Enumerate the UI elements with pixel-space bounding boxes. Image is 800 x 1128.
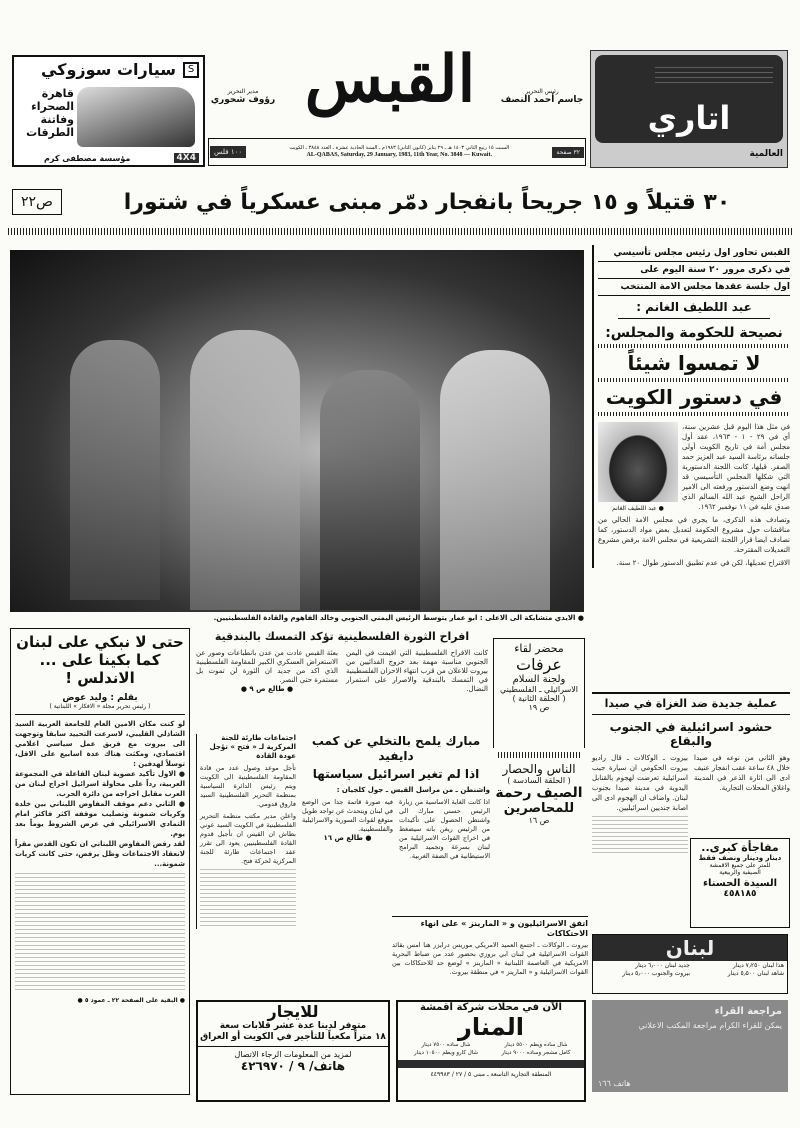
editor-in-chief-name: جاسم أحمد النصف: [500, 95, 584, 105]
suzuki-4x4-badge: 4X4: [174, 153, 199, 163]
fatah-headline: اجتماعات طارئة للجنة المركزية لـ « فتح » تؤجل عودة القادة: [209, 734, 296, 760]
notice-title: مراجعة القراء: [714, 1006, 782, 1017]
atari-footer: العالمية: [749, 149, 783, 159]
suzuki-logo-icon: S: [183, 62, 199, 78]
price-badge: ١٠٠ فلس: [210, 146, 246, 158]
arafat-line: ولجنة السلام: [512, 674, 566, 685]
pages-badge: ٣٢ صفحة: [552, 147, 584, 158]
people-page-ref[interactable]: ص ١٦: [528, 816, 550, 825]
manar-top: الآن في محلات شركة أقمشة: [420, 1002, 562, 1013]
arafat-box: [493, 638, 585, 748]
lebanon-ad: [592, 934, 788, 994]
divider: [8, 228, 792, 235]
atari-brand: اتاري: [647, 99, 731, 137]
editor-in-chief: [500, 88, 584, 105]
saida-story: [592, 692, 790, 856]
andalus-point-3: لقد رفض المفاوض اللبناني ان تكون القدس مقراً لانعقاد الاجتماعات وظل يرفض، حتى كانت كريات شمونة...: [15, 840, 185, 868]
surprise-line: الصيفية والربيعية: [719, 869, 761, 876]
arafat-page-ref[interactable]: ص ١٩: [528, 703, 550, 712]
people-line: الناس والحصار: [502, 762, 576, 776]
kuwait-headline-1: نصيحة للحكومة والمجلس:: [605, 325, 783, 341]
continued-note: ● البقية على الصفحة ٢٢ ـ عمود ٥ ●: [77, 997, 185, 1004]
lead-photo: [10, 250, 584, 612]
kuwait-story: [592, 245, 790, 568]
lebanon-row: جديد لبنان ٦٫٠٠٠ دينار: [635, 962, 690, 969]
afrah-body-2: بعثة القبس عادت من عدن بانطباعات وصور عن الاستعراض العسكري الكبير للمقاومة الفلسطينية الذي اكد من جديد ان الثورة لن تموت بل مستمرة حتى النصر.: [196, 649, 338, 684]
kuwait-body-3: الاقتراح تعديلها، لكن في عدم تطبيق الدستور طوال ٢٠ سنة.: [616, 559, 790, 567]
notice-footer: هاتف ١٦٦: [598, 1079, 631, 1088]
ijar-line: متوفر لدينا عدة عشر قلابات سعة: [219, 1021, 367, 1031]
people-box: [493, 762, 585, 862]
people-line: للمحاصرين: [503, 801, 575, 816]
arafat-line: الاسرائيلي ـ الفلسطيني: [499, 685, 579, 694]
byline: بقلم : وليد عوض: [62, 693, 138, 703]
atari-ad: [590, 50, 788, 168]
mubarak-headline-1: مبارك يلمح بالتخلي عن كمب دايفيد: [311, 734, 481, 763]
saida-headline-2: حشود اسرائيلية في الجنوب والبقاع: [609, 720, 773, 748]
suzuki-line: وفاتنة: [40, 113, 74, 126]
fatah-body-2: واعلن مدير مكتب منظمة التحرير الفلسطينية في الكويت السيد عوني بطاش ان القيس ان تأجيل قدوم القادة الفلسطينيين يعود الى تقرر عقد اجتماعات طارئة للجنة المركزية لحركة فتح.: [200, 812, 296, 865]
afrah-body: كانت الافراح الفلسطينية التي اقيمت في اليمن الجنوبي مناسبة مهمة بعد خروج الفدائيين من بيروت للاعلان من قرب انتهاء الاحزان الفلسطينية في التمسك بالبندقية والاصرار على استمرار النضال.: [346, 649, 488, 693]
suzuki-ad: [12, 55, 205, 167]
mubarak-story: [302, 734, 490, 861]
people-part: ( الحلقة السادسة ): [507, 776, 571, 785]
lebanon-title: لبنان: [593, 935, 787, 961]
suzuki-line: الصحراء: [31, 100, 74, 113]
interviewee-name: عبد اللطيف الغانم :: [618, 296, 770, 319]
fatah-story: [196, 734, 296, 929]
byline-role: ( رئيس تحرير مجلة « الافكار » اللبنانية ): [15, 703, 185, 715]
mubarak-body-2: فيه صورة قاتمة جدا من الوضع في لبنان ويتحدث عن تواجد طويل متوقع لقوات السورية والاسرائيلية والفلسطينية.: [302, 798, 393, 833]
afrah-headline: افراح الثورة الفلسطينية تؤكد التمسك بالبندقية: [214, 630, 470, 643]
ijar-ad: [196, 1000, 390, 1102]
manar-price: شال ساده ٧٥٠٠ دينار: [421, 1042, 471, 1048]
managing-editor-name: رؤوف شحوري: [210, 95, 276, 105]
andalus-column: [10, 628, 190, 1095]
surprise-phone: ٤٥٨١٨٥: [723, 889, 757, 899]
marines-body: بيروت ـ الوكالات ـ اجتمع العميد الامريكي موريس درايزر هنا امس بقائد القوات الاسرائيلية في لبنان ابي بروزي بحضور عدد من ضباط البحرية الامريكية في العاصمة اللبنانية « المارينز » لوضع حد للاحتكاكات بين القوات الاسرائيلية و « المارينز » في منطقة بيروت.: [392, 941, 588, 976]
kuwait-headline-3: في دستور الكويت: [605, 385, 783, 409]
fatah-body: تأجل موعد وصول عدد من قادة المقاومة الفلسطينية الى الكويت ويتم رئيس الدائرة السياسية بمنظمة التحرير الفلسطينية السيد فاروق قدومي.: [200, 764, 296, 808]
ijar-contact: لمزيد من المعلومات الرجاء الاتصال: [234, 1050, 352, 1059]
surprise-ad: [690, 838, 790, 928]
kuwait-body: في مثل هذا اليوم قبل عشرين سنة، أي في ٢٩ - ١ - ١٩٦٣، عقد أول مجلس أمة في تاريخ الكويت أولى جلساته برئاسة السيد عبد العزيز حمد الصقر. قبلها، كانت اللجنة الدستورية التي شكلها المجلس التأسيسي قد انهت وضع الدستور ورفعته الى الامير الراحل الشيخ عبد الله السالم الذي صدق عليه في ١١ نوفمبر ١٩٦٢.: [682, 423, 791, 511]
lead-headline: ٣٠ قتيلاً و ١٥ جريحاً بانفجار دمّر مبنى عسكرياً في شتورا: [123, 189, 731, 215]
ijar-line: ١٨ متراً مكعباً للتأجير في الكويت أو العراق: [198, 1032, 388, 1047]
saida-body: بيروت ـ الوكالات ـ قال راديو بيروت الحكومي ان سيارة جيب اسرائيلية تعرضت لهجوم بالقنابل اليدوية في مدينة صيدا بجنوب لبنان. واضاف ان الهجوم ادى الى اصابة جنديين اسرائيليين.: [592, 754, 688, 812]
afrah-story: [196, 630, 488, 694]
masthead-logo: القبس: [304, 42, 476, 117]
lebanon-row: شاهد لبنان ٥٫٥٠٠ دينار: [727, 970, 784, 977]
surprise-shop: السيدة الحسناء: [702, 878, 778, 889]
kicker: القبس تحاور اول رئيس مجلس تأسيسي: [598, 245, 790, 262]
marines-headline: اتفق الاسرائيليون و « المارينز » على انهاء الاحتكاكات: [420, 919, 588, 938]
saida-headline-1: عملية جديدة ضد الغزاة في صيدا: [592, 697, 790, 715]
mubarak-body: اذا كانت الغاية الاساسية من زيارة الرئيس حسني مبارك الى واشنطن الحصول على تأكيدات من الرئيس ريغن بانه سيضغط في اخراج القوات الاسرائيلية من لبنان بسرعة وتجميد البرامج الاستيطانية في الضفة الغربية.: [399, 798, 490, 860]
kicker: في ذكرى مرور ٢٠ سنة اليوم على: [598, 262, 790, 279]
andalus-headline-1: حتى لا نبكي على لبنان: [16, 633, 184, 651]
suzuki-line: الطرقات: [26, 126, 74, 139]
ghanim-photo: [598, 422, 678, 502]
afrah-continued-link[interactable]: ● طالع ص ٩ ●: [240, 685, 294, 693]
suzuki-jeep-image: [77, 87, 195, 147]
andalus-body: لو كنت مكان الامين العام للجامعة العربية السيد الشاذلي القليبي، لاسرعت التحييد سابقا وتوجهت الى بيروت مع فريق عمل سياسي اعلامي اقتصادي، ومكثت هناك عدة اسابيع على الاقل، توسلاً لهدفين :: [15, 720, 185, 768]
manar-name: المنار: [458, 1013, 524, 1041]
andalus-point-2: ● الثاني دعم موقف المفاوض اللبناني بين خلدة وكريات شمونة وتصليب موقفه اكثر فاكثر امام التمادي الاسرائيلي في عرض الشروط يوماً بعد يوم.: [15, 800, 185, 838]
readers-notice: [592, 1000, 788, 1092]
managing-editor-label: مدير التحرير: [227, 88, 259, 95]
lebanon-row: بيروت والجنوب ٥٫٠٠٠ دينار: [622, 970, 690, 977]
suzuki-line: قاهرة: [41, 87, 74, 100]
date-bar: [208, 138, 586, 166]
kuwait-headline-2: لا تمسوا شيئاً: [627, 351, 761, 375]
date-arabic: السبت ١٥ ربيع الثاني ١٤٠٣ هـ ـ ٢٩ يناير (كانون الثاني) ١٩٨٣م ـ السنة الحادية عشرة ـ العدد ٣٨٤٨ ـ الكويت: [289, 145, 510, 151]
mubarak-continued-link[interactable]: ● طالع ص ١٦: [323, 834, 372, 842]
editor-in-chief-label: رئيس التحرير: [525, 88, 559, 95]
arafat-part: ( الحلقة الثانية ): [512, 694, 566, 703]
mubarak-headline-2: اذا لم تغير اسرائيل سياستها: [312, 767, 480, 781]
photo-caption: ● الايدي متشابكة الى الاعلى : ابو عمار يتوسط الرئيس اليمني الجنوبي وخالد الفاهوم والقادة الفلسطينيين.: [213, 614, 584, 622]
lead-page-ref[interactable]: ص٢٢: [12, 189, 62, 215]
kicker: اول جلسة عقدها مجلس الامة المنتخب: [598, 279, 790, 296]
andalus-headline-2: كما بكينا على ... الاندلس !: [39, 651, 161, 687]
suzuki-title: سيارات سوزوكي: [40, 60, 176, 79]
lead-headline-bar: [8, 178, 792, 226]
people-line: الصيف رحمة: [495, 785, 583, 801]
andalus-point-1: ● الاول تأكيد عضوية لبنان الفاعلة في المجموعة العربية، رداً على محاولة اسرائيل اخراج لبنان من العرب مقابل اخراجه من دائرة الحرب.: [15, 770, 185, 798]
surprise-line: دينار ودينار ونصف فقط: [698, 854, 782, 862]
suzuki-dealer: مؤسسة مصطفى كرم: [44, 154, 131, 163]
saida-body-2: وهو الثاني من نوعه في صيدا خلال ٤٨ ساعة عقب انفجار عنيف ادى الى اثارة الذعر في المدينة واغلاق المحلات التجارية.: [694, 754, 790, 792]
notice-text: يمكن للقراء الكرام مراجعة المكتب الاعلاني: [638, 1021, 782, 1030]
manar-ad: [396, 1000, 586, 1102]
manar-price: كامل مشجر وساده ٩٠٠٠ دينار: [501, 1050, 571, 1056]
marines-story: [392, 916, 588, 977]
date-english: AL-QABAS, Saturday, 29 January, 1983, 11th Year, No. 3848 — Kuwait.: [306, 152, 492, 158]
kuwait-body-2: وتصادف هذه الذكرى، ما يجري في مجلس الامة الحالي من مناقشات حول مشروع الحكومة لتعديل بعض مواد الدستور، كما تصادف ايضا قرار اللجنة التشريعية في مجلس الامة برفض مشروع التعديلات المقترحة.: [598, 516, 790, 554]
surprise-line: للمتر على جميع الاقمشة: [709, 862, 771, 869]
ghanim-photo-caption: ● عبد اللطيف الغانم: [612, 505, 664, 512]
surprise-title: مفاجأة كبرى..: [701, 841, 779, 854]
manar-address: المنطقة التجارية التاسعة ـ مبنى ٥ / ٢٧ / ٤٤٩٩٨٣: [430, 1071, 552, 1078]
manar-price: شال ساده ويطم ٥٥٠٠ دينار: [504, 1042, 568, 1048]
managing-editor: [208, 88, 278, 105]
lebanon-row: هذا لبنان ٧٫٢٥٠ دينار: [732, 962, 784, 969]
ijar-phone: هاتف/ ٩ / ٤٢٦٩٧٠: [240, 1059, 346, 1073]
manar-price: شال كارو ويطم ١٠٥٠٠ دينار: [413, 1050, 478, 1056]
arafat-line: عرفات: [516, 655, 562, 674]
mubarak-byline: واشنطن ـ من مراسل القبس ـ جول كلجيان :: [336, 786, 490, 794]
arafat-line: محضر لقاء: [514, 642, 564, 655]
ijar-title: للايجار: [267, 1002, 319, 1021]
